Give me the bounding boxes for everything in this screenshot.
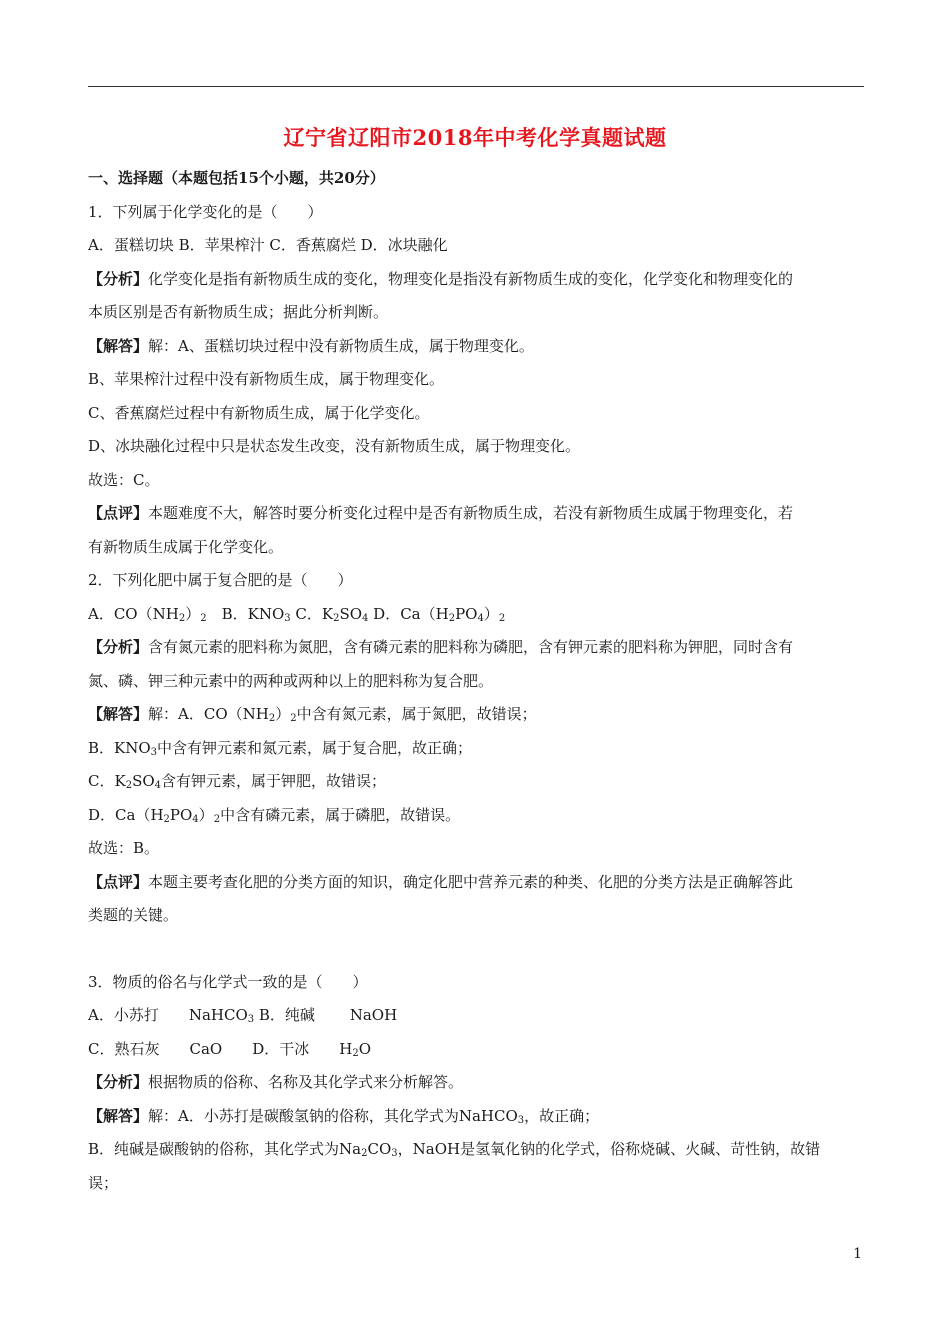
q2-opt-a: A．CO（NH [88, 604, 179, 623]
q1-choice: 故选：C。 [88, 470, 160, 489]
paren: ） [275, 705, 291, 723]
analysis-tag: 【分析】 [88, 638, 149, 656]
formula-part: 解：A．CO（NH [148, 705, 269, 723]
q3-analysis [88, 1066, 864, 1100]
paren: ） [483, 604, 499, 623]
q2-opt-b: B．KNO [206, 604, 285, 623]
q1-answer-c: C、香蕉腐烂过程中有新物质生成，属于化学变化。 [88, 403, 430, 422]
formula-part: D．Ca（H [88, 805, 164, 824]
q2-analysis-text: 含有氮元素的肥料称为氮肥，含有磷元素的肥料称为磷肥，含有钾元素的肥料称为钾肥，同时含有 [148, 638, 794, 656]
q1-options: A．蛋糕切块 B．苹果榨汁 C．香蕉腐烂 D．冰块融化 [88, 236, 448, 254]
answer-text: 中含有钾元素和氮元素，属于复合肥，故正确； [157, 738, 473, 757]
q2-comment-text: 本题主要考查化肥的分类方面的知识，确定化肥中营养元素的种类、化肥的分类方法是正确解答此 [148, 872, 794, 891]
q1-analysis-line-2: 本质区别是否有新物质生成；据此分析判断。 [88, 303, 389, 321]
q2-answer-c [88, 765, 864, 799]
answer-text: B．纯碱是碳酸钠的俗称，其化学式为Na [88, 1140, 362, 1158]
paren: ） [185, 604, 201, 623]
subscript: 4 [362, 612, 369, 624]
subscript: 2 [125, 780, 133, 791]
q2-answer-a [88, 698, 864, 732]
subscript: 2 [268, 713, 276, 724]
subscript: 4 [154, 780, 162, 791]
q3-answer-a [88, 1100, 864, 1134]
q2-analysis-line-2: 氮、磷、钾三种元素中的两种或两种以上的肥料称为复合肥。 [88, 671, 494, 690]
subscript: 3 [247, 1014, 255, 1025]
subscript: 4 [477, 612, 484, 624]
answer-text: 解：A．小苏打是碳酸氢钠的俗称，其化学式为NaHCO [148, 1106, 518, 1125]
subscript: 3 [391, 1148, 398, 1159]
q1-stem: 1．下列属于化学变化的是（ ） [88, 202, 323, 221]
q1-answer-d: D、冰块融化过程中只是状态发生改变，没有新物质生成，属于物理变化。 [88, 437, 581, 455]
answer-text: 中含有氮元素，属于氮肥，故错误； [296, 705, 537, 723]
answer-text: ，故正确； [524, 1106, 600, 1125]
subscript: 2 [498, 612, 506, 624]
formula-part: PO [455, 604, 478, 623]
q2-answer-b [88, 732, 864, 766]
q3-options-cd [88, 1033, 864, 1067]
q1-answer-a-text: 解：A、蛋糕切块过程中没有新物质生成，属于物理变化。 [148, 336, 534, 355]
q2-comment-line-2: 类题的关键。 [88, 906, 179, 924]
q1-analysis-line-1 [88, 263, 864, 297]
answer-text: ，NaOH是氢氧化钠的化学式，俗称烧碱、火碱、苛性钠，故错 [397, 1140, 821, 1158]
q1-comment-line-1 [88, 497, 864, 531]
document-body [88, 162, 864, 1200]
subscript: 2 [361, 1148, 368, 1159]
subscript: 2 [163, 813, 170, 825]
subscript: 3 [517, 1114, 525, 1126]
subscript: 4 [192, 813, 199, 825]
q3-options-ab [88, 999, 864, 1033]
header-rule [88, 86, 864, 87]
q3-opt-a: A．小苏打 NaHCO [88, 1006, 248, 1024]
subscript: 2 [448, 612, 456, 624]
subscript: 2 [352, 1047, 359, 1059]
document-title: 辽宁省辽阳市2018年中考化学真题试题 [283, 125, 667, 150]
comment-tag: 【点评】 [88, 872, 149, 891]
subscript: 2 [290, 713, 297, 724]
spacer [88, 933, 864, 966]
analysis-tag: 【分析】 [88, 1073, 149, 1091]
q1-comment-line-2: 有新物质生成属于化学变化。 [88, 537, 284, 556]
formula-part: O [358, 1039, 371, 1058]
q2-opt-c: C．K [290, 604, 334, 623]
page-number: 1 [853, 1246, 862, 1262]
q3-opt-b: B．纯碱 NaOH [254, 1006, 398, 1024]
q1-comment-text: 本题难度不大，解答时要分析变化过程中是否有新物质生成，若没有新物质生成属于物理变化，若 [148, 504, 794, 522]
formula-part: SO [132, 772, 155, 790]
paren: ） [198, 805, 214, 824]
q2-analysis-line-1 [88, 631, 864, 665]
analysis-tag: 【分析】 [88, 269, 149, 288]
comment-tag: 【点评】 [88, 504, 149, 522]
subscript: 2 [200, 612, 207, 624]
subscript: 3 [284, 612, 291, 624]
section-heading: 一、选择题（本题包括15个小题，共20分） [88, 169, 385, 187]
answer-text: 含有钾元素，属于钾肥，故错误； [161, 772, 387, 790]
q1-analysis-text: 化学变化是指有新物质生成的变化，物理变化是指没有新物质生成的变化，化学变化和物理变化的 [148, 269, 794, 288]
answer-text: 中含有磷元素，属于磷肥，故错误。 [220, 805, 461, 824]
q2-stem: 2．下列化肥中属于复合肥的是（ ） [88, 571, 353, 589]
answer-tag: 【解答】 [88, 1106, 149, 1125]
formula-part: C．K [88, 772, 126, 790]
q2-choice: 故选：B。 [88, 839, 160, 857]
q2-options [88, 598, 864, 632]
q1-answer-b: B、苹果榨汁过程中没有新物质生成，属于物理变化。 [88, 370, 445, 388]
subscript: 3 [150, 746, 158, 758]
formula-part: SO [339, 604, 363, 623]
q3-analysis-text: 根据物质的俗称、名称及其化学式来分析解答。 [148, 1073, 464, 1091]
subscript: 2 [333, 612, 340, 624]
q3-answer-b-cont: 误； [88, 1173, 119, 1192]
q3-stem: 3．物质的俗名与化学式一致的是（ ） [88, 972, 368, 991]
subscript: 2 [213, 813, 221, 825]
q2-answer-d [88, 799, 864, 833]
answer-tag: 【解答】 [88, 336, 149, 355]
q2-opt-d: D．Ca（H [368, 604, 449, 623]
q2-comment-line-1 [88, 866, 864, 900]
answer-tag: 【解答】 [88, 705, 149, 723]
q3-answer-b [88, 1133, 864, 1167]
q3-opt-cd: C．熟石灰 CaO D．干冰 H [88, 1039, 353, 1058]
subscript: 2 [178, 612, 186, 624]
q1-answer-a [88, 330, 864, 364]
formula-part: B．KNO [88, 738, 151, 757]
formula-part: PO [169, 805, 193, 824]
formula-part: CO [367, 1140, 392, 1158]
